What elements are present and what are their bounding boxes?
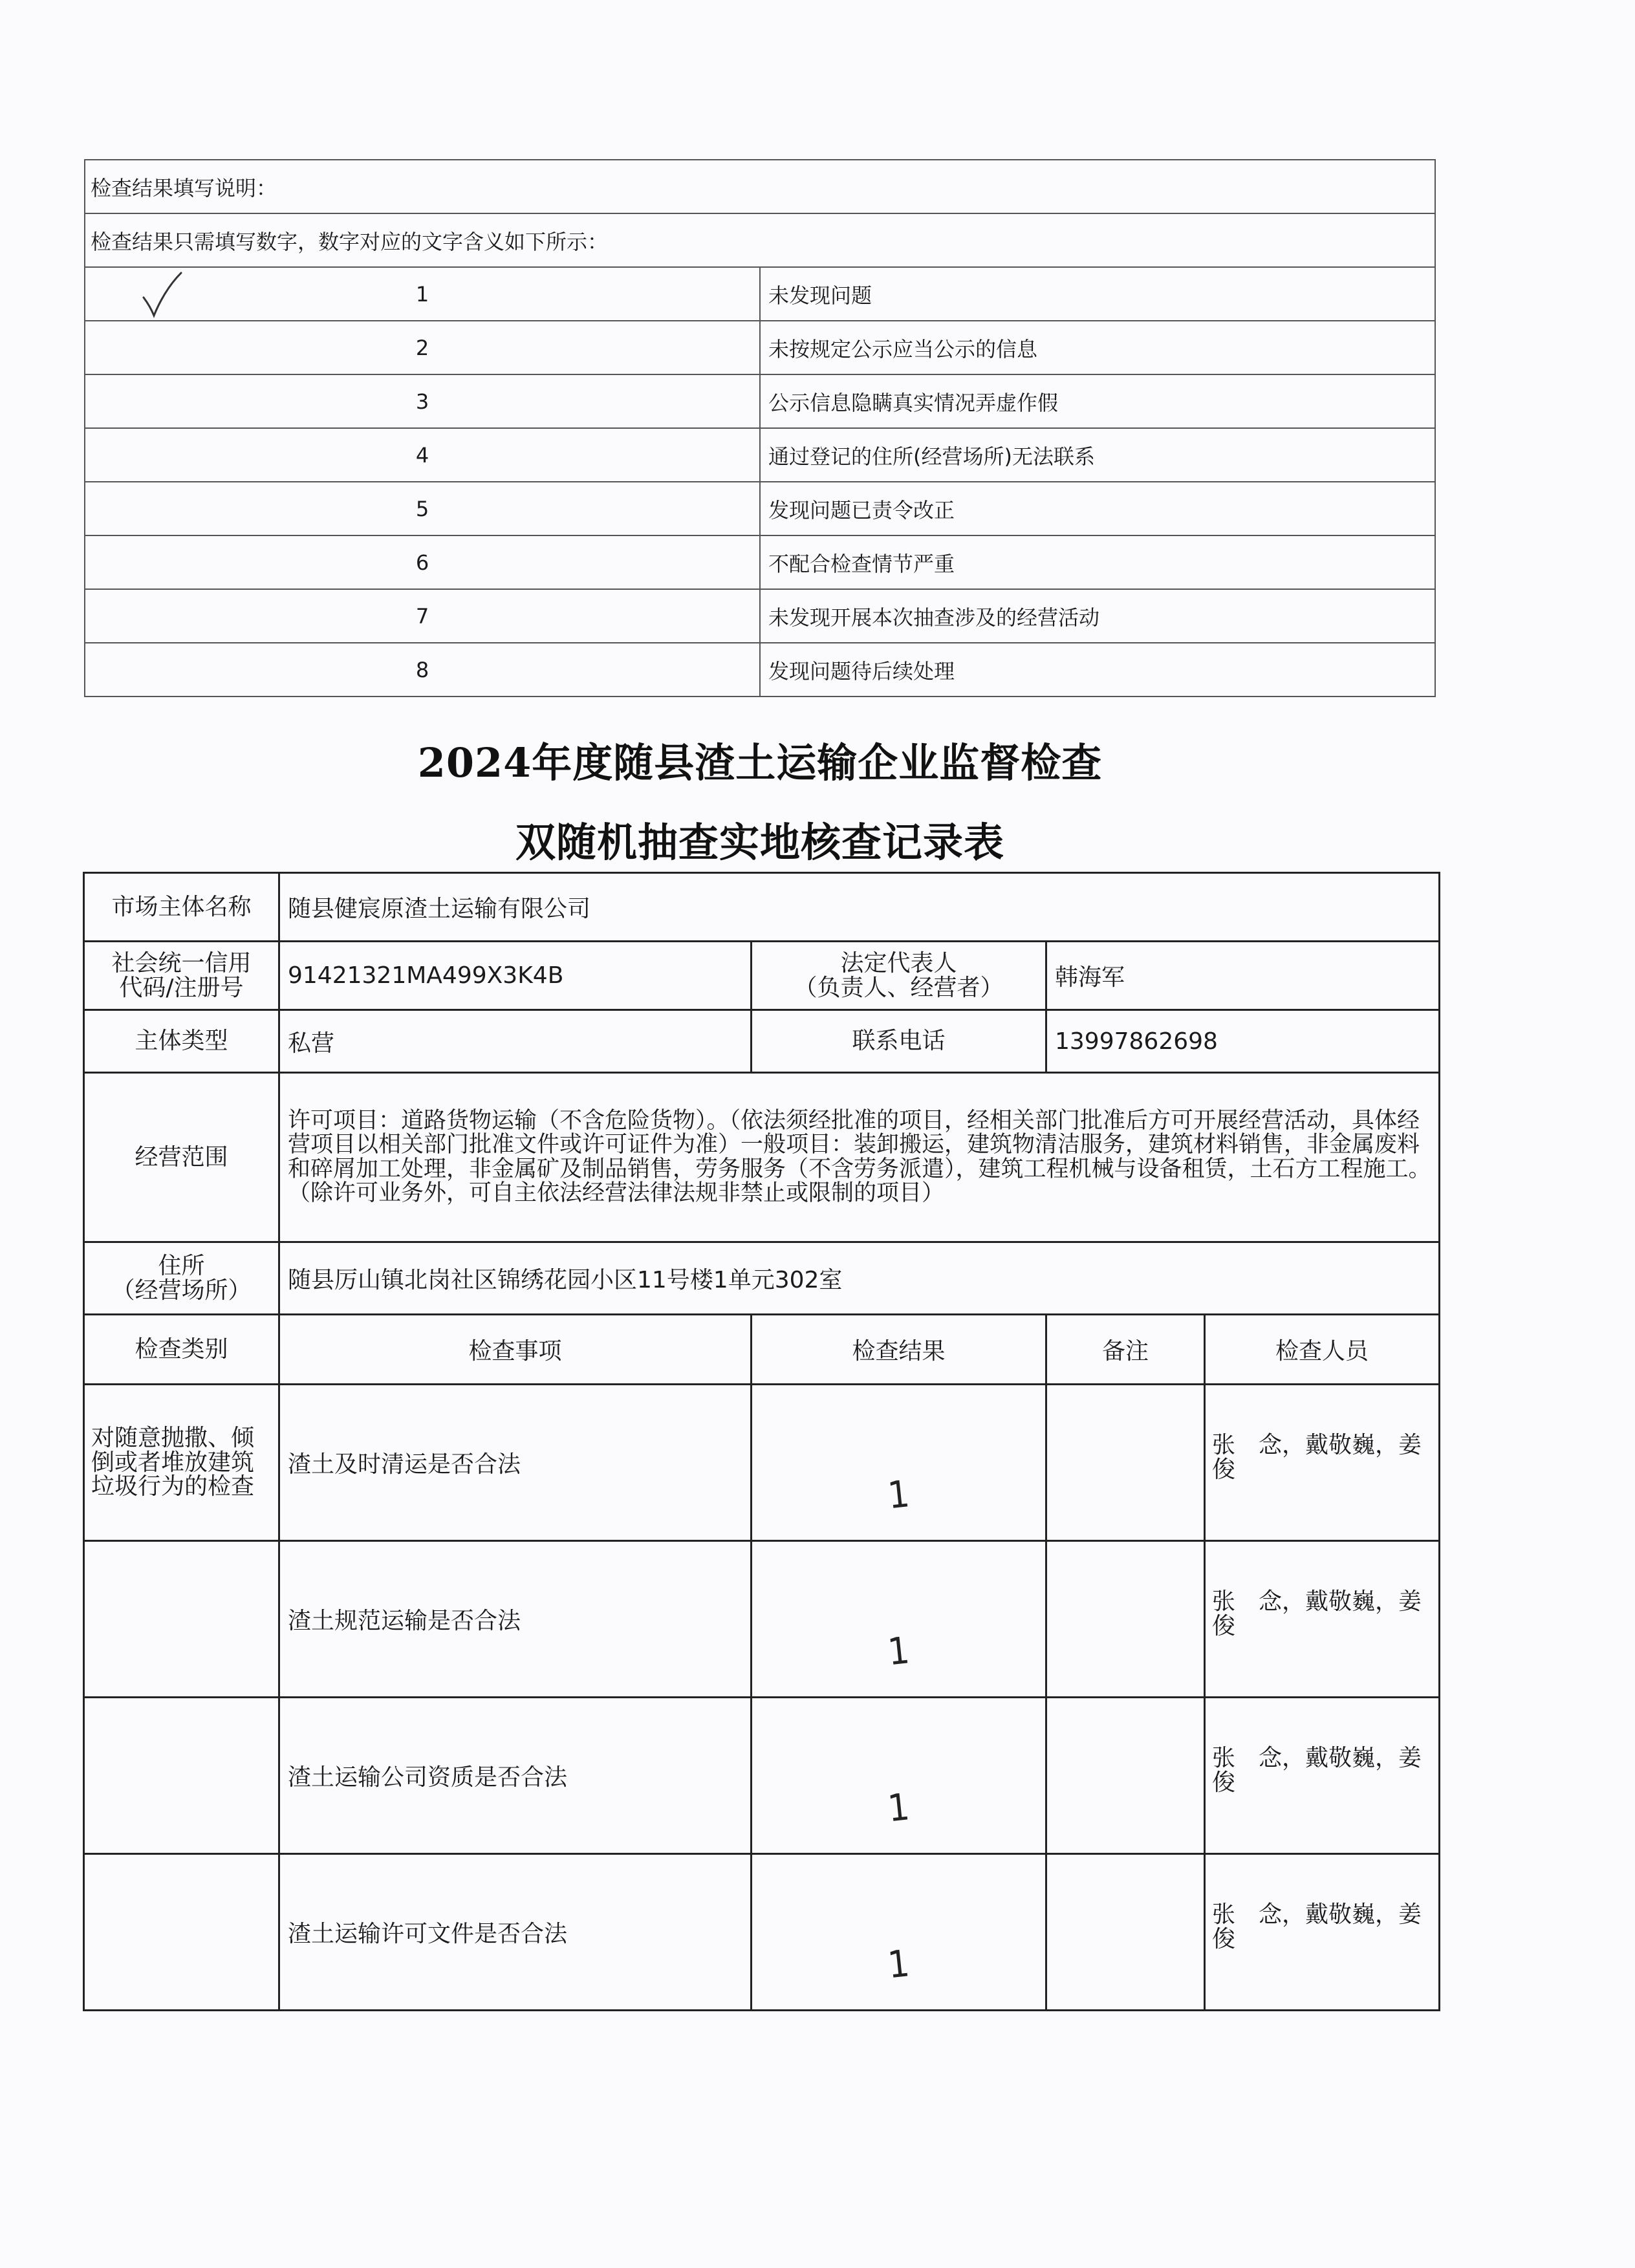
legend-number: 1 [415,281,429,307]
address-value: 随县厉山镇北岗社区锦绣花园小区11号楼1单元302室 [279,1242,1440,1315]
header-result: 检查结果 [752,1315,1046,1385]
phone-value: 13997862698 [1046,1010,1440,1073]
entity-name-value: 随县健宸原渣土运输有限公司 [279,873,1440,942]
legal-rep-label [752,942,1046,1010]
legend-text: 通过登记的住所(经营场所)无法联系 [760,428,1435,482]
inspection-result [752,1541,1046,1698]
header-item: 检查事项 [279,1315,752,1385]
legend-row [85,374,1435,428]
legend-text: 不配合检查情节严重 [760,535,1435,589]
header-remark: 备注 [1046,1315,1205,1385]
inspection-item: 渣土运输许可文件是否合法 [279,1854,752,2011]
handwritten-check-icon [138,269,184,319]
legend-row [85,589,1435,643]
legend-text: 公示信息隐瞒真实情况弄虚作假 [760,374,1435,428]
document-subtitle: 双随机抽查实地核查记录表 [515,819,1004,866]
inspection-category-empty [84,1541,279,1698]
address-label-line1: 住所 [158,1252,205,1279]
inspection-item: 渣土运输公司资质是否合法 [279,1698,752,1854]
entity-name-label: 市场主体名称 [84,873,279,942]
header-category: 检查类别 [84,1315,279,1385]
inspection-category: 对随意抛撒、倾倒或者堆放建筑垃圾行为的检查 [84,1385,279,1541]
legend-number: 5 [85,482,760,535]
table-row [84,1698,1440,1854]
legend-text: 发现问题待后续处理 [760,643,1435,697]
legend-text: 未按规定公示应当公示的信息 [760,321,1435,374]
document-title: 2024年度随县渣土运输企业监督检查 [417,739,1103,786]
handwritten-result: 1 [885,1785,912,1831]
credit-code-value: 91421321MA499X3K4B [279,942,752,1010]
inspection-record-table [83,872,1440,2011]
inspection-remark [1046,1854,1205,2011]
credit-code-label-line1: 社会统一信用 [111,949,252,977]
legal-rep-label-line1: 法定代表人 [840,949,957,977]
table-row [84,1854,1440,2011]
inspection-remark [1046,1698,1205,1854]
result-legend-table [84,159,1436,697]
inspection-inspectors: 张 念，戴敬巍，姜俊 [1205,1541,1440,1698]
legend-number: 2 [85,321,760,374]
legend-number: 4 [85,428,760,482]
business-scope-label: 经营范围 [84,1073,279,1242]
legend-number: 6 [85,535,760,589]
legend-instruction: 检查结果只需填写数字，数字对应的文字含义如下所示： [85,213,1435,267]
inspection-item: 渣土规范运输是否合法 [279,1541,752,1698]
handwritten-result: 1 [885,1628,912,1674]
legend-text: 未发现问题 [760,267,1435,321]
legend-row [85,482,1435,535]
inspection-result [752,1698,1046,1854]
business-scope-value: 许可项目：道路货物运输（不含危险货物）。（依法须经批准的项目，经相关部门批准后方可开展经营活动，具体经营项目以相关部门批准文件或许可证件为准）一般项目：装卸搬运，建筑物清洁服务，建筑材料销售，非金属废料和碎屑加工处理，非金属矿及制品销售，劳务服务（不含劳务派遣），建筑工程机械与设备租赁，土石方工程施工。（除许可业务外，可自主依法经营法律法规非禁止或限制的项目） [279,1073,1440,1242]
header-inspector: 检查人员 [1205,1315,1440,1385]
legend-number: 3 [85,374,760,428]
address-label-line2: （经营场所） [111,1277,252,1304]
inspection-category-empty [84,1854,279,2011]
table-row [84,1541,1440,1698]
legend-row [85,535,1435,589]
table-row [84,1385,1440,1541]
credit-code-label [84,942,279,1010]
legend-text: 未发现开展本次抽查涉及的经营活动 [760,589,1435,643]
address-label [84,1242,279,1315]
legend-row [85,321,1435,374]
inspection-inspectors: 张 念，戴敬巍，姜俊 [1205,1854,1440,2011]
handwritten-result: 1 [885,1941,912,1987]
inspection-inspectors: 张 念，戴敬巍，姜俊 [1205,1698,1440,1854]
inspection-result [752,1385,1046,1541]
legal-rep-label-line2: （负责人、经营者） [794,974,1004,1001]
legend-row [85,428,1435,482]
inspection-category-empty [84,1698,279,1854]
legal-rep-value: 韩海军 [1046,942,1440,1010]
legend-text: 发现问题已责令改正 [760,482,1435,535]
entity-type-label: 主体类型 [84,1010,279,1073]
legend-number: 7 [85,589,760,643]
legend-row [85,267,1435,321]
handwritten-result: 1 [885,1472,912,1518]
inspection-inspectors: 张 念，戴敬巍，姜俊 [1205,1385,1440,1541]
entity-type-value: 私营 [279,1010,752,1073]
credit-code-label-line2: 代码/注册号 [119,974,244,1001]
legend-number: 8 [85,643,760,697]
inspection-remark [1046,1385,1205,1541]
legend-row [85,643,1435,697]
phone-label: 联系电话 [752,1010,1046,1073]
inspection-result [752,1854,1046,2011]
legend-heading: 检查结果填写说明： [85,160,1435,213]
inspection-remark [1046,1541,1205,1698]
inspection-item: 渣土及时清运是否合法 [279,1385,752,1541]
